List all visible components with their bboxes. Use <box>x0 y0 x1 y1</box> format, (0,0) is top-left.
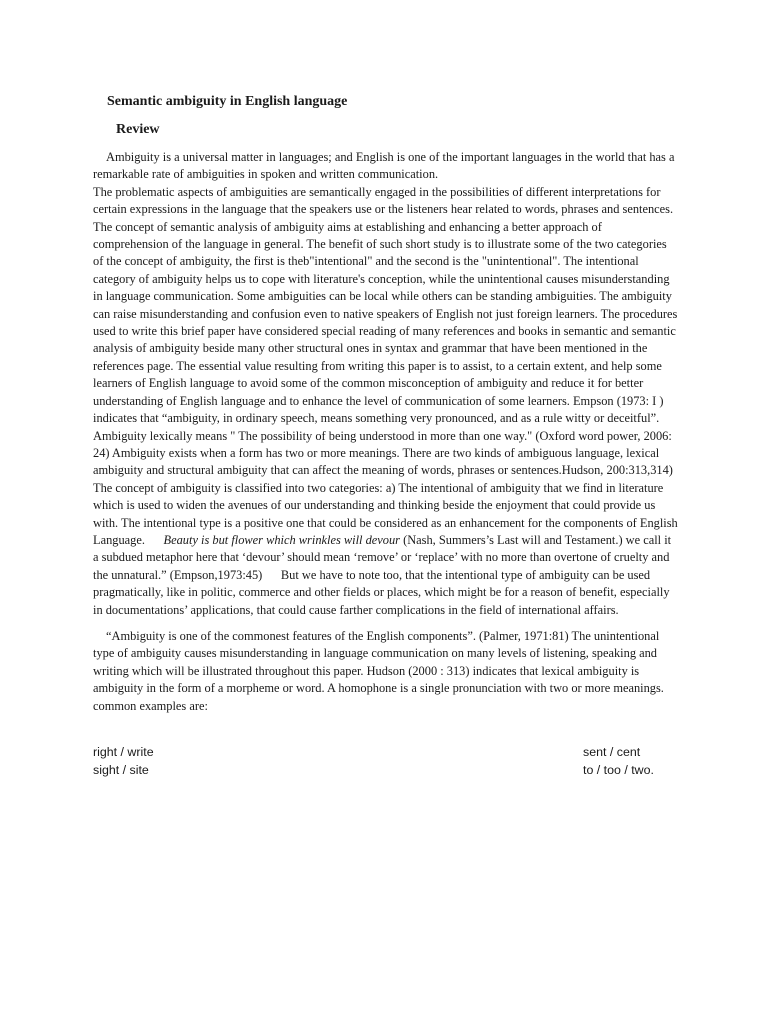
document-page <box>93 92 678 779</box>
example-left: sight / site <box>93 763 149 777</box>
example-left: right / write <box>93 745 154 759</box>
paragraph-intro-text-a: Ambiguity is a universal matter in languages; and English is one of the important languages in the world that has a remarkable rate of ambiguities in spoken and written communication. <box>93 150 675 182</box>
document-title: Semantic ambiguity in English language <box>107 94 348 109</box>
paragraph-intro-text-d: But we have to note too, that the intentional type of ambiguity can be used pragmatically, like in politic, commerce and other fields or places, which might be for a reason of benefit, especially in documentations’ applications, that could cause farther complications in the field of international affairs. <box>93 567 670 617</box>
homophone-examples <box>93 743 663 779</box>
paragraph-unintentional <box>93 628 678 715</box>
paragraph-intro-text-c: (Nash, Summers’s Last will and Testament.) we call it a subdued metaphor here that ‘devour’ should mean ‘remove’ or ‘replace’ with no more than overtone of cruelty and the unnatural.” (Empson,1973:45) <box>93 532 672 582</box>
example-right: to / too / two. <box>583 763 654 777</box>
document-subtitle: Review <box>116 122 160 137</box>
example-row <box>93 761 663 779</box>
example-row <box>93 743 663 761</box>
paragraph-intro-text-b: The problematic aspects of ambiguities are semantically engaged in the possibilities of different interpretations for certain expressions in the language that the speakers use or the listeners hear related to words, phrases and sentences. The concept of semantic analysis of ambiguity aims at establishing and enhancing a better approach of comprehension of the language in general. The benefit of such short study is to illustrate some of the two categories of the concept of ambiguity, the first is theb"intentional" and the second is the "unintentional". The intentional category of ambiguity helps us to cope with literature's conception, while the unintentional causes misunderstanding in language communication. Some ambiguities can be local while others can be standing ambiguities. The ambiguity can raise misunderstanding and confusion even to native speakers of English not just foreign learners. The procedures used to write this brief paper have considered special reading of many references and books in semantic and semantic analysis of ambiguity beside many other structural ones in syntax and grammar that have been mentioned in the references page. The essential value resulting from writing this paper is to assist, to a certain extent, and help some learners of English language to avoid some of the common misconception of ambiguity and reduce it for better understanding of English language and to enhance the level of communication of some learners. Empson (1973: I ) indicates that “ambiguity, in ordinary speech, means something very pronounced, and as a rule witty or deceitful”. Ambiguity lexically means " The possibility of being understood in more than one way." (Oxford word power, 2006: 24) Ambiguity exists when a form has two or more meanings. There are two kinds of ambiguous language, lexical ambiguity and structural ambiguity that can affect the meaning of words, phrases or sentences.Hudson, 200:313,314) The concept of ambiguity is classified into two categories: a) The intentional of ambiguity that we find in literature which is used to widen the avenues of our understanding and thinking beside the enjoyment that could provide us with. The intentional type is a positive one that could be considered as an enhancement for the components of English Language. <box>93 184 678 547</box>
example-right: sent / cent <box>583 745 641 759</box>
paragraph-unintentional-text: “Ambiguity is one of the commonest features of the English components”. (Palmer, 1971:81) The unintentional type of ambiguity causes misunderstanding in language communication on many levels of listening, speaking and writing which will be illustrated throughout this paper. Hudson (2000 : 313) indicates that lexical ambiguity is ambiguity in the form of a morpheme or word. A homophone is a single pronunciation with two or more meanings. common examples are: <box>93 628 664 713</box>
italic-quote: Beauty is but flower which wrinkles will devour <box>163 532 400 547</box>
paragraph-intro <box>93 149 678 619</box>
